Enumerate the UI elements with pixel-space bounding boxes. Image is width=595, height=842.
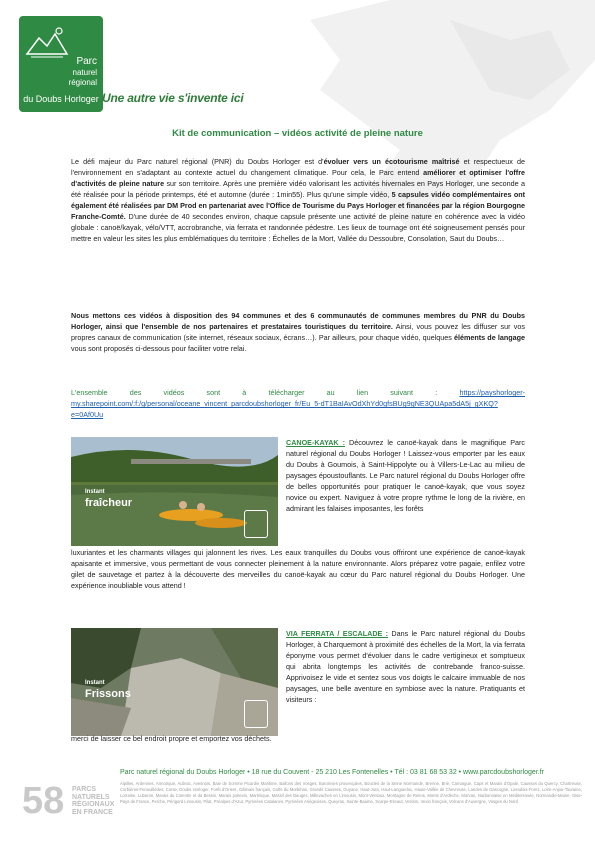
park-badge-icon [244, 700, 268, 728]
photo-caption-big: fraîcheur [85, 497, 133, 509]
ferrata-description: VIA FERRATA / ESCALADE : Dans le Parc naturel régional du Doubs Horloger, à Charquemont à proximité des échelles de la Mort, la via ferrata éponyme vous permet d'évoluer dans le cadre vertigineux et somptueux qui abrita longtemps les activités de contrebande franco-suisse. Apprivoisez le vide et sentez sous vos doigts le calcaire immuable de nos paysages, une belle aventure en symbiose avec la nature. Pratiquants et visiteurs : [286, 629, 526, 704]
footer-parcs-list: Alpilles, Ardennes, Armorique, Aubrac, Avesnois, Baie de Somme Picardie Maritime, Ballons des Vosges, Baronnies provençales, Boucles de la Seine Normande, Brenne, Briè, Camargue, Caps et Marais d'Opale, Causses du Quercy, Chartreuse, Corbières-Fenouillèdes, Corse, Doubs Horloger, Forêt d'Orient, Gâtinais français, Golfe du Morbihan, Grands Causses, Guyane, Haut-Jura, Haut-Languedoc, Haute-Vallée de Chevreuse, Landes de Gascogne, Livradois-Forez, Loire-Anjou-Touraine, Lorraine, Luberon, Marais du Cotentin et du Bessin, Marais poitevin, Martinique, Massif des Bauges, Millevaches en Limousin, Mont-Ventoux, Montagne de Reims, Monts d'Ardèche, Morvan, Narbonnaise en Méditerranée, Normandie-Maine, Oise-Pays de France, Perche, Périgord Limousin, Pilat, Préalpes d'Azur, Pyrénées Catalanes, Pyrénées Ariégeoises, Queyras, Sainte-Baume, Scarpe-Escaut, Verdon, Vexin français, Volcans d'Auvergne, Vosges du Nord [120, 781, 582, 804]
canoe-kayak-photo [71, 437, 278, 546]
slogan: Une autre vie s'invente ici [102, 91, 244, 105]
logo-text-parc: Parc [76, 56, 97, 67]
page-title: Kit de communication – vidéos activité de pleine nature [172, 128, 423, 139]
canoe-keyword: CANOE-KAYAK : [286, 438, 346, 447]
photo-caption-big: Frissons [85, 688, 131, 700]
park-logo [19, 16, 103, 112]
distribution-paragraph: Nous mettons ces vidéos à disposition des 94 communes et des 6 communautés de communes membres du PNR du Doubs Horloger, ainsi que l'ensemble de nos partenaires et prestataires touristiques du territoire. Ainsi, vous pouvez les diffuser sur vos propres canaux de communication (site internet, réseaux sociaux, écrans…). Par ailleurs, pour chaque vidéo, quelques éléments de langage vous sont proposés ci-dessous pour faciliter votre relai. [71, 311, 526, 353]
logo-text-regional: régional [68, 78, 97, 87]
ferrata-keyword: VIA FERRATA / ESCALADE : [286, 629, 389, 638]
footer-parcs-label: PARCS NATURELS RÉGIONAUX EN FRANCE [72, 786, 115, 816]
photo-caption-small: Instant [85, 680, 105, 686]
via-ferrata-photo [71, 628, 278, 736]
logo-text-naturel: naturel [72, 68, 97, 77]
ferrata-description-continued: merci de laisser ce bel endroit propre et emportez vos déchets. [71, 734, 272, 743]
download-link[interactable]: https://payshorloger-my.sharepoint.com/:f:/g/personal/oceane_vincent_parcdoubshorloger_fr/Eu_5-dT1BaIAvOdXhYd0gfsBUg9gNE3QUApa5dA5j_gXKQ?e=0Af0Uu [71, 388, 525, 419]
photo-caption-small: Instant [85, 489, 105, 495]
logo-text-doubs-horloger: du Doubs Horloger [23, 94, 99, 104]
logo-landscape-icon [25, 24, 69, 60]
footer-parcs-count: 58 [22, 780, 65, 822]
park-badge-icon [244, 510, 268, 538]
canoe-description-continued: luxuriantes et les charmants villages qui jalonnent les rives. Les eaux tranquilles du Doubs vous offriront une expérience de canoë-kayak apaisante et immersive, vous permettant de vous connecter pleinement à la nature environnante. Alors préparez votre pagaie, enfilez votre gilet de sauvetage et partez à la découverte des merveilles du canoë-kayak au cœur du Parc naturel régional du Doubs Horloger. Une expérience inoubliable vous attend ! [71, 548, 525, 590]
download-paragraph: L'ensemble des vidéos sont à télécharger au lien suivant : https://payshorloger-my.sharepoint.com/:f:/g/personal/oceane_vincent_parcdoubshorloger_fr/Eu_5-dT1BaIAvOdXhYd0gfsBUg9gNE3QUApa5dA5j_gXKQ?e=0Af0Uu [71, 388, 525, 419]
footer-address: Parc naturel régional du Doubs Horloger • 18 rue du Couvent - 25 210 Les Fontenelles • Tél : 03 81 68 53 32 • www.parcdoubshorloger.fr [120, 769, 544, 776]
canoe-description: CANOE-KAYAK : Découvrez le canoë-kayak dans le magnifique Parc naturel régional du Doubs Horloger ! Laissez-vous emporter par les eaux du Doubs à Goumois, à Saint-Hippolyte ou à Villers-Le-Lac au milieu de paysages époustouflants. Le Parc naturel régional du Doubs Horloger offre de belles opportunités pour pratiquer le canoë-kayak, que vous soyez novice ou expert. Naviguez à votre propre rythme le long de la rivière, en admirant les falaises imposantes, les forêts [286, 438, 525, 513]
intro-paragraph: Le défi majeur du Parc naturel régional (PNR) du Doubs Horloger est d'évoluer vers un écotourisme maîtrisé et respectueux de l'environnement en s'adaptant au contexte actuel du changement climatique. Pour cela, le Parc entend améliorer et optimiser l'offre d'activités de pleine nature sur son territoire. Après une première vidéo valorisant les activités hivernales en Pays Horloger, une seconde a été réalisée pour la période printemps, été et automne (durée : 1min55). Plus qu'une simple vidéo, 5 capsules vidéo complémentaires ont également été réalisées par DM Prod en partenariat avec l'Office de Tourisme du Pays Horloger et financées par la région Bourgogne Franche-Comté. D'une durée de 40 secondes environ, chaque capsule présente une activité de pleine nature en cohérence avec la vidéo globale : canoë/kayak, vélo/VTT, accrobranche, via ferrata et randonnée pédestre. Les lieux de tournage ont été soigneusement pensés pour mettre en valeur les sites les plus emblématiques du territoire : Échelles de la Mort, Vallée du Dessoubre, Consolation, Saut du Doubs… [71, 157, 526, 243]
